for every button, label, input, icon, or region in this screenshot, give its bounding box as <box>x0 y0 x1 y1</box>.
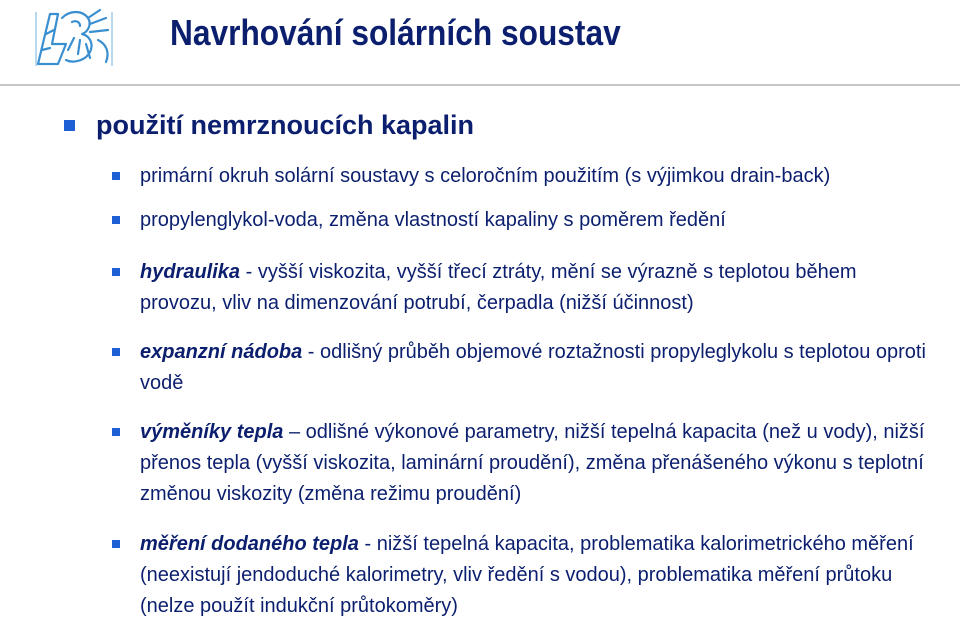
bullet-square-icon <box>112 540 120 548</box>
item-text: - vyšší viskozita, vyšší třecí ztráty, mění se výrazně s teplotou během provozu, vliv na dimenzování potrubí, čerpadla (nižší účinnost) <box>140 261 857 314</box>
bullet-square-icon <box>112 216 120 224</box>
bullet-square-icon <box>112 268 120 276</box>
university-lion-logo <box>28 4 118 70</box>
list-item <box>140 529 930 622</box>
list-item <box>140 257 930 319</box>
list-item <box>140 161 930 192</box>
level1-bullet-icon <box>64 120 75 131</box>
item-lead: expanzní nádoba <box>140 341 303 363</box>
page-title: Navrhování solárních soustav <box>170 12 621 53</box>
bullet-square-icon <box>112 428 120 436</box>
list-item <box>140 205 930 236</box>
item-text: - odlišný průběh objemové roztažnosti propyleglykolu s teplotou oproti vodě <box>140 341 926 394</box>
item-text: primární okruh solární soustavy s celoročním použitím (s výjimkou drain-back) <box>140 165 831 187</box>
list-item <box>140 417 930 510</box>
level1-heading: použití nemrznoucích kapalin <box>96 110 475 140</box>
bullet-square-icon <box>112 172 120 180</box>
item-text: propylenglykol-voda, změna vlastností kapaliny s poměrem ředění <box>140 209 726 231</box>
item-lead: výměníky tepla <box>140 421 284 443</box>
item-text: – odlišné výkonové parametry, nižší tepelná kapacita (než u vody), nižší přenos tepla (vyšší viskozita, laminární proudění), změna přenášeného výkonu s teplotní změnou viskozity (změna režimu proudění) <box>140 421 925 505</box>
bullet-square-icon <box>112 348 120 356</box>
item-lead: hydraulika <box>140 261 241 283</box>
item-lead: měření dodaného tepla <box>140 533 359 555</box>
title-divider <box>0 84 960 86</box>
item-text: - nižší tepelná kapacita, problematika kalorimetrického měření (neexistují jendoduché kalorimetry, vliv ředění s vodou), problematika měření průtoku (nelze použít indukční průtokoměry) <box>140 533 914 617</box>
list-item <box>140 337 930 399</box>
